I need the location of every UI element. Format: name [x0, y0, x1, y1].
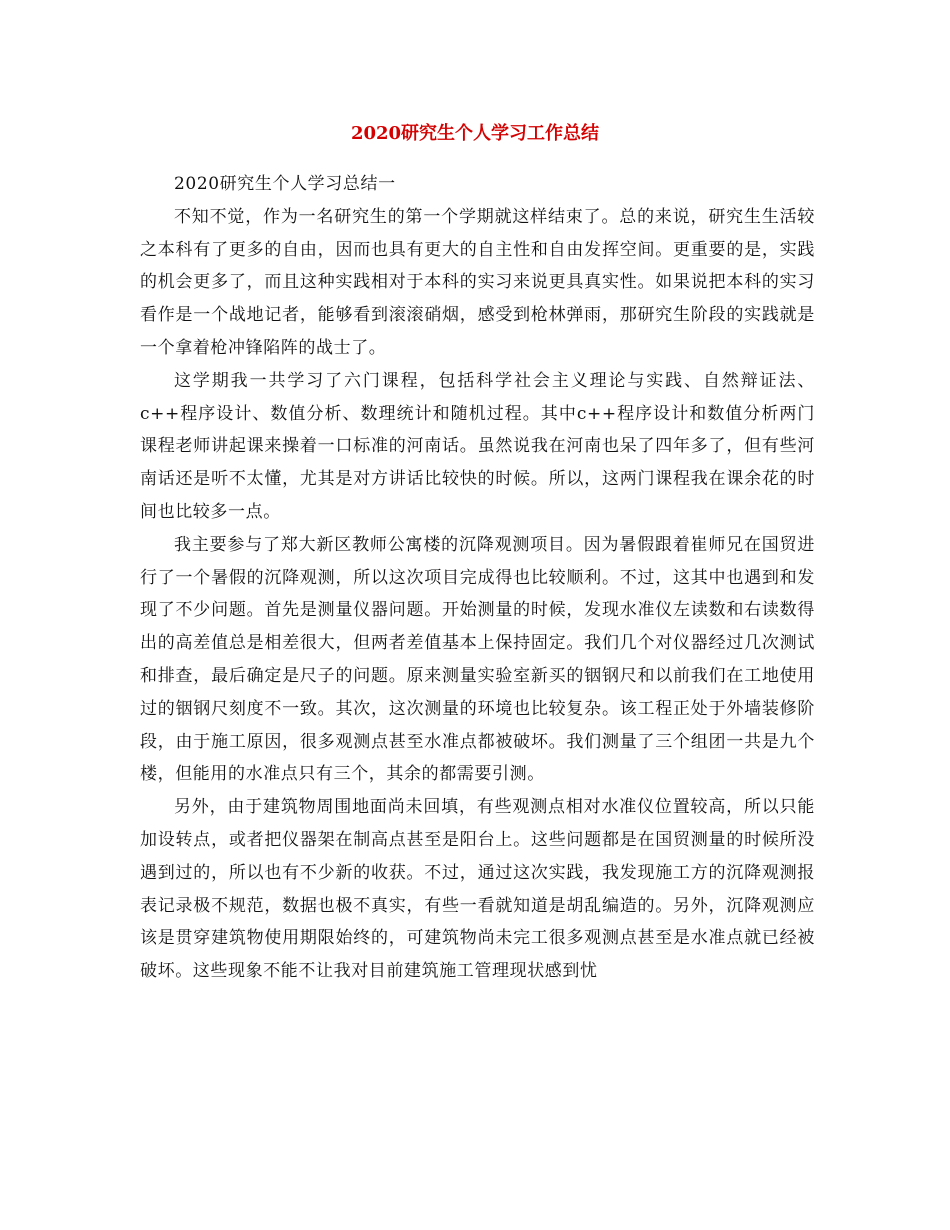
document-title: 2020研究生个人学习工作总结	[350, 123, 600, 144]
paragraph: 我主要参与了郑大新区教师公寓楼的沉降观测项目。因为暑假跟着崔师兄在国贸进行了一个暑假的沉降观测，所以这次项目完成得也比较顺利。不过，这其中也遇到和发现了不少问题。首先是测量仪器问题。开始测量的时候，发现水准仪左读数和右读数得出的高差值总是相差很大，但两者差值基本上保持固定。我们几个对仪器经过几次测试和排查，最后确定是尺子的问题。原来测量实验室新买的铟钢尺和以前我们在工地使用过的铟钢尺刻度不一致。其次，这次测量的环境也比较复杂。该工程正处于外墙装修阶段，由于施工原因，很多观测点甚至水准点都被破坏。我们测量了三个组团一共是九个楼，但能用的水准点只有三个，其余的都需要引测。	[140, 534, 815, 785]
paragraph: 另外，由于建筑物周围地面尚未回填，有些观测点相对水准仪位置较高，所以只能加设转点，或者把仪器架在制高点甚至是阳台上。这些问题都是在国贸测量的时候所没遇到过的，所以也有不少新的收获。不过，通过这次实践，我发现施工方的沉降观测报表记录极不规范，数据也极不真实，有些一看就知道是胡乱编造的。另外，沉降观测应该是贯穿建筑物使用期限始终的，可建筑物尚未完工很多观测点甚至是水准点就已经被破坏。这些现象不能不让我对目前建筑施工管理现状感到忧	[140, 797, 815, 982]
document-body	[140, 168, 815, 988]
section-heading: 2020研究生个人学习总结一	[174, 174, 396, 194]
paragraph: 这学期我一共学习了六门课程，包括科学社会主义理论与实践、自然辩证法、c++程序设计、数值分析、数理统计和随机过程。其中c++程序设计和数值分析两门课程老师讲起课来操着一口标准的河南话。虽然说我在河南也呆了四年多了，但有些河南话还是听不太懂，尤其是对方讲话比较快的时候。所以，这两门课程我在课余花的时间也比较多一点。	[140, 370, 815, 522]
paragraph: 不知不觉，作为一名研究生的第一个学期就这样结束了。总的来说，研究生生活较之本科有了更多的自由，因而也具有更大的自主性和自由发挥空间。更重要的是，实践的机会更多了，而且这种实践相对于本科的实习来说更具真实性。如果说把本科的实习看作是一个战地记者，能够看到滚滚硝烟，感受到枪林弹雨，那研究生阶段的实践就是一个拿着枪冲锋陷阵的战士了。	[140, 206, 815, 358]
